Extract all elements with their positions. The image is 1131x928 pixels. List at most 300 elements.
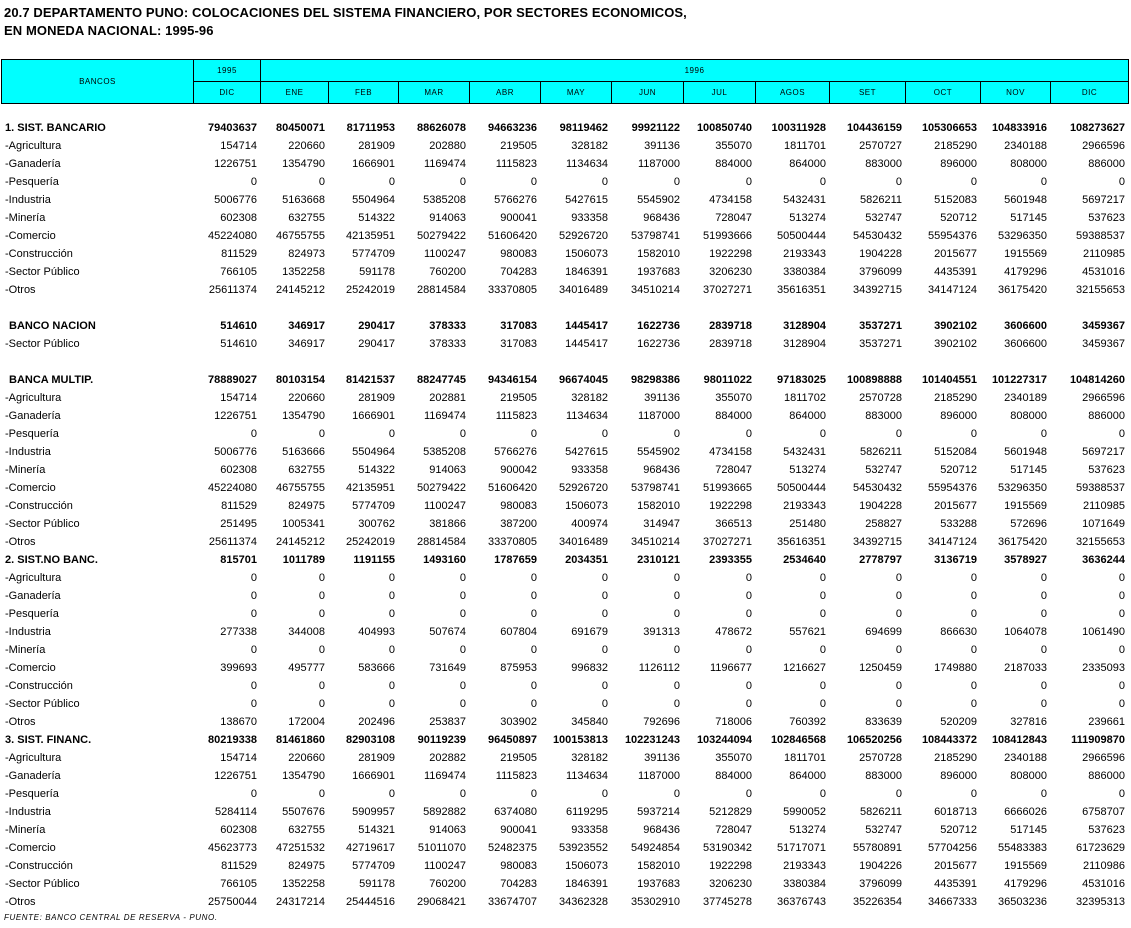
table-cell: 3578927 xyxy=(1004,554,1047,566)
table-cell: 495777 xyxy=(288,662,325,674)
table-cell: 5507676 xyxy=(282,806,325,818)
table-cell: 0 xyxy=(601,608,608,620)
table-cell: 1937683 xyxy=(637,878,680,890)
table-cell: 1064078 xyxy=(1004,626,1047,638)
table-cell: 51011070 xyxy=(417,842,466,854)
table-cell: 1005341 xyxy=(282,518,325,530)
table-cell: 0 xyxy=(970,680,977,692)
table-cell xyxy=(683,353,755,371)
table-cell: 34667333 xyxy=(928,896,977,908)
table-cell: 2193343 xyxy=(783,248,826,260)
row-label: -Minería xyxy=(5,464,46,476)
table-cell: 1216627 xyxy=(783,662,826,674)
table-row xyxy=(1,893,1128,911)
row-label: 3. SIST. FINANC. xyxy=(5,734,92,746)
table-cell: 0 xyxy=(601,788,608,800)
table-cell: 101227317 xyxy=(991,374,1047,386)
table-cell: 0 xyxy=(745,572,752,584)
table-cell: 900042 xyxy=(500,464,537,476)
table-cell: 378333 xyxy=(429,320,466,332)
table-cell: 760200 xyxy=(429,266,466,278)
table-cell: 0 xyxy=(530,590,537,602)
table-cell: 1187000 xyxy=(637,410,680,422)
table-cell: 0 xyxy=(250,176,257,188)
row-label: -Industria xyxy=(5,446,51,458)
table-cell xyxy=(980,353,1050,371)
table-cell: 0 xyxy=(601,590,608,602)
table-cell: 1134634 xyxy=(565,410,608,422)
table-cell: 2193343 xyxy=(783,500,826,512)
table-cell: 896000 xyxy=(940,158,977,170)
table-cell: 5163668 xyxy=(282,194,325,206)
table-row xyxy=(1,731,1128,749)
table-cell: 513274 xyxy=(789,824,826,836)
table-cell: 632755 xyxy=(288,212,325,224)
table-cell: 933358 xyxy=(571,824,608,836)
row-label: -Sector Público xyxy=(5,698,80,710)
row-label: -Otros xyxy=(5,536,36,548)
table-cell: 55954376 xyxy=(928,230,977,242)
table-cell: 3459367 xyxy=(1082,320,1125,332)
table-row xyxy=(1,173,1128,191)
table-cell: 1445417 xyxy=(565,320,608,332)
table-cell xyxy=(260,353,328,371)
table-cell: 108443372 xyxy=(921,734,977,746)
table-cell: 0 xyxy=(895,608,902,620)
row-label: -Comercio xyxy=(5,230,56,242)
table-cell: 731649 xyxy=(429,662,466,674)
table-cell: 5212829 xyxy=(709,806,752,818)
table-cell: 36175420 xyxy=(998,536,1047,548)
table-cell: 344008 xyxy=(288,626,325,638)
table-cell: 98011022 xyxy=(703,374,752,386)
row-label: -Ganadería xyxy=(5,590,61,602)
table-cell: 103244094 xyxy=(696,734,752,746)
table-cell: 106520256 xyxy=(846,734,902,746)
table-cell: 0 xyxy=(970,428,977,440)
table-cell: 0 xyxy=(673,608,680,620)
table-cell: 0 xyxy=(388,788,395,800)
table-cell: 111909870 xyxy=(1071,734,1125,746)
table-cell: 96674045 xyxy=(559,374,608,386)
table-cell: 3606600 xyxy=(1004,338,1047,350)
table-cell: 0 xyxy=(1040,680,1047,692)
table-cell: 532747 xyxy=(865,212,902,224)
table-cell: 1100247 xyxy=(423,248,466,260)
table-cell: 0 xyxy=(250,572,257,584)
table-cell: 0 xyxy=(895,644,902,656)
table-cell: 875953 xyxy=(500,662,537,674)
table-cell: 35616351 xyxy=(777,284,826,296)
table-cell: 996832 xyxy=(571,662,608,674)
table-cell xyxy=(469,353,540,371)
table-cell: 50279422 xyxy=(417,482,466,494)
table-cell: 34392715 xyxy=(853,536,902,548)
table-cell: 1922298 xyxy=(709,248,752,260)
table-cell: 1582010 xyxy=(637,500,680,512)
table-cell: 25242019 xyxy=(346,284,395,296)
table-cell: 0 xyxy=(1040,608,1047,620)
table-cell: 0 xyxy=(745,428,752,440)
table-cell: 0 xyxy=(895,428,902,440)
table-cell xyxy=(193,353,260,371)
table-cell: 0 xyxy=(530,176,537,188)
table-cell: 220660 xyxy=(288,140,325,152)
table-cell: 0 xyxy=(250,608,257,620)
table-cell: 5504964 xyxy=(352,446,395,458)
table-cell: 53923552 xyxy=(559,842,608,854)
table-cell: 78889027 xyxy=(208,374,257,386)
table-cell xyxy=(398,353,469,371)
table-cell: 81461860 xyxy=(276,734,325,746)
table-cell: 514322 xyxy=(358,212,395,224)
table-cell: 104436159 xyxy=(846,122,902,134)
table-cell: 34016489 xyxy=(559,536,608,548)
table-cell: 811529 xyxy=(221,248,257,260)
table-cell: 1126112 xyxy=(638,662,680,674)
table-cell: 2335093 xyxy=(1082,662,1125,674)
table-cell xyxy=(540,353,611,371)
table-cell: 0 xyxy=(970,572,977,584)
table-cell: 0 xyxy=(745,590,752,602)
table-cell: 53296350 xyxy=(998,230,1047,242)
table-row xyxy=(1,263,1128,281)
table-cell: 2185290 xyxy=(934,140,977,152)
table-row xyxy=(1,371,1128,389)
table-cell: 33674707 xyxy=(488,896,537,908)
table-cell: 2778797 xyxy=(859,554,902,566)
table-cell xyxy=(980,299,1050,317)
table-cell: 980083 xyxy=(500,500,537,512)
table-cell: 3459367 xyxy=(1082,338,1125,350)
table-cell: 532747 xyxy=(865,464,902,476)
table-cell: 968436 xyxy=(643,824,680,836)
table-cell: 2966596 xyxy=(1082,752,1125,764)
table-cell: 980083 xyxy=(500,248,537,260)
table-cell: 1787659 xyxy=(494,554,537,566)
table-cell: 5601948 xyxy=(1004,194,1047,206)
table-cell: 53296350 xyxy=(998,482,1047,494)
table-row xyxy=(1,281,1128,299)
table-cell: 24145212 xyxy=(276,536,325,548)
row-label: -Otros xyxy=(5,284,36,296)
table-cell: 80450071 xyxy=(276,122,325,134)
table-cell: 1196677 xyxy=(709,662,752,674)
table-cell: 42135951 xyxy=(346,482,395,494)
table-row xyxy=(1,515,1128,533)
table-cell: 391136 xyxy=(644,752,680,764)
table-cell: 104814260 xyxy=(1069,374,1125,386)
table-cell: 5697217 xyxy=(1082,194,1125,206)
table-cell: 51993665 xyxy=(703,482,752,494)
table-cell: 0 xyxy=(819,428,826,440)
table-cell: 391313 xyxy=(643,626,680,638)
table-cell: 602308 xyxy=(220,824,257,836)
table-cell: 46755755 xyxy=(276,230,325,242)
table-row xyxy=(1,353,1128,371)
row-label: -Construcción xyxy=(5,680,73,692)
table-cell: 0 xyxy=(388,590,395,602)
table-cell: 980083 xyxy=(500,860,537,872)
table-cell: 0 xyxy=(673,644,680,656)
table-row xyxy=(1,785,1128,803)
row-label: -Pesquería xyxy=(5,176,59,188)
table-row xyxy=(1,335,1128,353)
table-cell: 2034351 xyxy=(565,554,608,566)
table-cell: 0 xyxy=(318,788,325,800)
table-cell: 2340188 xyxy=(1004,752,1047,764)
table-cell: 0 xyxy=(970,698,977,710)
table-cell: 281909 xyxy=(358,392,395,404)
table-cell: 3206230 xyxy=(709,878,752,890)
table-cell xyxy=(328,353,398,371)
table-row xyxy=(1,821,1128,839)
table-cell: 0 xyxy=(601,698,608,710)
table-cell: 1226751 xyxy=(214,158,257,170)
table-cell: 100311928 xyxy=(771,122,826,134)
table-cell: 0 xyxy=(1040,644,1047,656)
table-cell: 80219338 xyxy=(208,734,257,746)
header-month: ENE xyxy=(261,82,329,104)
table-cell: 34510214 xyxy=(631,284,680,296)
table-cell: 0 xyxy=(530,428,537,440)
table-cell: 0 xyxy=(388,176,395,188)
row-label: -Comercio xyxy=(5,842,56,854)
table-cell: 34392715 xyxy=(853,284,902,296)
table-row xyxy=(1,857,1128,875)
table-cell: 328182 xyxy=(571,392,608,404)
table-cell: 728047 xyxy=(715,212,752,224)
table-cell: 0 xyxy=(673,698,680,710)
table-cell: 0 xyxy=(745,608,752,620)
table-cell: 0 xyxy=(459,572,466,584)
table-cell: 0 xyxy=(459,428,466,440)
table-cell: 5432431 xyxy=(783,194,826,206)
table-cell: 251495 xyxy=(220,518,257,530)
table-cell: 2187033 xyxy=(1004,662,1047,674)
table-cell: 1904228 xyxy=(859,500,902,512)
table-cell: 36503236 xyxy=(998,896,1047,908)
row-label: -Sector Público xyxy=(5,878,80,890)
table-cell: 884000 xyxy=(715,770,752,782)
title-line-1: 20.7 DEPARTAMENTO PUNO: COLOCACIONES DEL SISTEMA FINANCIERO, POR SECTORES ECONOMICOS, xyxy=(4,5,687,20)
table-cell: 0 xyxy=(530,680,537,692)
table-cell: 1506073 xyxy=(565,248,608,260)
table-cell: 1061490 xyxy=(1082,626,1125,638)
table-cell: 2839718 xyxy=(709,338,752,350)
table-cell: 520712 xyxy=(940,824,977,836)
row-label: -Minería xyxy=(5,644,46,656)
table-cell: 0 xyxy=(388,680,395,692)
table-cell xyxy=(1050,353,1128,371)
table-cell: 1134634 xyxy=(565,158,608,170)
table-cell: 34147124 xyxy=(928,284,977,296)
table-cell: 884000 xyxy=(715,410,752,422)
table-cell: 2393355 xyxy=(709,554,752,566)
table-cell: 4435391 xyxy=(934,266,977,278)
table-cell: 1115823 xyxy=(495,410,537,422)
table-cell: 258827 xyxy=(865,518,902,530)
table-row xyxy=(1,317,1128,335)
table-cell: 808000 xyxy=(1010,158,1047,170)
table-cell: 29068421 xyxy=(417,896,466,908)
table-cell: 251480 xyxy=(789,518,826,530)
table-cell: 517145 xyxy=(1010,464,1047,476)
table-cell: 0 xyxy=(1040,698,1047,710)
table-cell: 4531016 xyxy=(1082,878,1125,890)
table-cell: 37027271 xyxy=(703,284,752,296)
table-cell: 1846391 xyxy=(565,878,608,890)
row-label: -Pesquería xyxy=(5,428,59,440)
table-cell: 5766276 xyxy=(494,446,537,458)
table-cell: 0 xyxy=(673,572,680,584)
table-cell: 514610 xyxy=(220,320,257,332)
table-cell: 4734158 xyxy=(709,194,752,206)
table-cell: 0 xyxy=(1118,608,1125,620)
table-cell: 0 xyxy=(250,698,257,710)
row-label: -Pesquería xyxy=(5,788,59,800)
table-row xyxy=(1,407,1128,425)
table-cell: 1100247 xyxy=(423,860,466,872)
table-cell: 3902102 xyxy=(934,320,977,332)
table-cell xyxy=(540,299,611,317)
table-cell: 0 xyxy=(1118,680,1125,692)
table-cell: 80103154 xyxy=(276,374,325,386)
table-cell: 55780891 xyxy=(853,842,902,854)
table-cell: 0 xyxy=(388,428,395,440)
row-label: -Pesquería xyxy=(5,608,59,620)
table-cell: 52926720 xyxy=(559,482,608,494)
table-cell: 728047 xyxy=(715,464,752,476)
row-label: -Construcción xyxy=(5,500,73,512)
row-label xyxy=(1,299,193,317)
table-cell: 47251532 xyxy=(276,842,325,854)
table-cell: 0 xyxy=(318,644,325,656)
table-cell: 537623 xyxy=(1088,464,1125,476)
table-cell: 94663236 xyxy=(488,122,537,134)
table-cell: 51606420 xyxy=(488,230,537,242)
table-row xyxy=(1,587,1128,605)
table-cell: 591178 xyxy=(359,878,395,890)
table-cell: 32395313 xyxy=(1076,896,1125,908)
table-cell: 2534640 xyxy=(783,554,826,566)
header-month: MAR xyxy=(399,82,470,104)
table-cell: 5006776 xyxy=(214,194,257,206)
table-cell: 0 xyxy=(819,176,826,188)
table-cell: 572696 xyxy=(1010,518,1047,530)
table-cell: 81711953 xyxy=(346,122,395,134)
table-cell: 3128904 xyxy=(783,338,826,350)
table-cell: 0 xyxy=(745,788,752,800)
table-cell: 25444516 xyxy=(346,896,395,908)
row-label: -Construcción xyxy=(5,248,73,260)
table-cell: 1582010 xyxy=(637,860,680,872)
table-cell: 1115823 xyxy=(495,158,537,170)
table-cell: 0 xyxy=(1118,698,1125,710)
table-cell: 328182 xyxy=(571,140,608,152)
table-cell: 50500444 xyxy=(777,230,826,242)
table-cell: 886000 xyxy=(1088,158,1125,170)
table-cell: 138670 xyxy=(220,716,257,728)
table-cell: 514322 xyxy=(358,464,395,476)
table-cell: 0 xyxy=(895,788,902,800)
table-cell: 0 xyxy=(895,680,902,692)
table-cell: 50500444 xyxy=(777,482,826,494)
header-month: NOV xyxy=(981,82,1051,104)
table-cell: 355070 xyxy=(715,140,752,152)
table-cell: 35302910 xyxy=(631,896,680,908)
table-cell: 94346154 xyxy=(488,374,537,386)
row-label: -Comercio xyxy=(5,482,56,494)
table-cell: 0 xyxy=(459,698,466,710)
table-cell: 404993 xyxy=(358,626,395,638)
table-cell: 0 xyxy=(895,698,902,710)
table-cell: 0 xyxy=(318,176,325,188)
table-cell: 0 xyxy=(1040,428,1047,440)
table-cell: 1226751 xyxy=(214,770,257,782)
header-month: JUL xyxy=(684,82,756,104)
table-cell: 300762 xyxy=(358,518,395,530)
table-cell: 5766276 xyxy=(494,194,537,206)
table-cell xyxy=(683,299,755,317)
table-cell: 968436 xyxy=(643,464,680,476)
table-cell: 883000 xyxy=(865,158,902,170)
table-cell: 50279422 xyxy=(417,230,466,242)
table-cell: 1445417 xyxy=(565,338,608,350)
table-cell: 1169474 xyxy=(423,770,466,782)
table-cell: 90119239 xyxy=(417,734,466,746)
table-cell: 4179296 xyxy=(1004,878,1047,890)
table-cell: 51993666 xyxy=(703,230,752,242)
table-cell: 0 xyxy=(1118,590,1125,602)
table-cell: 5152084 xyxy=(934,446,977,458)
table-row xyxy=(1,623,1128,641)
table-cell: 583666 xyxy=(358,662,395,674)
table-cell: 202880 xyxy=(429,140,466,152)
table-cell: 0 xyxy=(250,788,257,800)
table-cell: 2110985 xyxy=(1082,500,1125,512)
table-cell: 54530432 xyxy=(853,230,902,242)
table-row xyxy=(1,641,1128,659)
table-cell: 632755 xyxy=(288,824,325,836)
row-label: -Industria xyxy=(5,626,51,638)
table-cell: 2966596 xyxy=(1082,140,1125,152)
row-label: -Comercio xyxy=(5,662,56,674)
table-cell: 35226354 xyxy=(853,896,902,908)
table-cell: 96450897 xyxy=(488,734,537,746)
table-cell: 97183025 xyxy=(777,374,826,386)
header-month: OCT xyxy=(906,82,981,104)
table-cell: 557621 xyxy=(789,626,826,638)
row-label: -Ganadería xyxy=(5,410,61,422)
table-cell: 0 xyxy=(673,428,680,440)
row-label: 1. SIST. BANCARIO xyxy=(5,122,106,134)
table-cell: 37745278 xyxy=(703,896,752,908)
row-label: -Otros xyxy=(5,896,36,908)
table-cell: 54924854 xyxy=(631,842,680,854)
table-row xyxy=(1,479,1128,497)
source-note: FUENTE: BANCO CENTRAL DE RESERVA - PUNO. xyxy=(4,913,218,922)
table-cell: 220660 xyxy=(288,752,325,764)
table-cell: 0 xyxy=(250,680,257,692)
table-row xyxy=(1,461,1128,479)
table-cell: 328182 xyxy=(571,752,608,764)
table-cell: 1134634 xyxy=(565,770,608,782)
table-cell: 811529 xyxy=(221,500,257,512)
table-cell: 760392 xyxy=(789,716,826,728)
table-cell: 1915569 xyxy=(1004,860,1047,872)
table-cell: 520712 xyxy=(940,212,977,224)
